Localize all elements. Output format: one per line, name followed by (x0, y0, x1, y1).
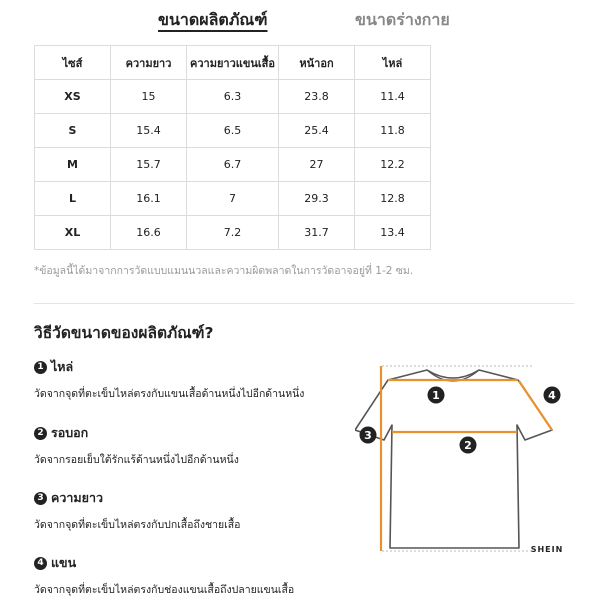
measurement-cell: 6.3 (187, 80, 279, 114)
tab-body-size[interactable]: ขนาดร่างกาย (355, 10, 450, 29)
measurement-cell: 6.7 (187, 148, 279, 182)
tshirt-icon (355, 370, 552, 548)
step-description: วัดจากจุดที่ตะเข็บไหล่ตรงกับแขนเสื้อด้านหนึ่งไปอีกด้านหนึ่ง (34, 388, 305, 400)
marker-3 (360, 427, 377, 444)
table-row (35, 80, 431, 114)
table-header-row (35, 46, 431, 80)
marker-2 (460, 437, 477, 454)
measurement-cell: 7 (187, 182, 279, 216)
table-row (35, 148, 431, 182)
column-header: ไหล่ (355, 46, 431, 80)
table-row (35, 182, 431, 216)
tab-bar (0, 8, 605, 38)
measurement-cell: 11.8 (355, 114, 431, 148)
step-label: รอบอก (51, 425, 89, 440)
marker-4 (544, 387, 561, 404)
table-row (35, 216, 431, 250)
measurement-cell: 12.2 (355, 148, 431, 182)
how-to-measure-title: วิธีวัดขนาดของผลิตภัณฑ์? (34, 324, 214, 342)
step-description: วัดจากจุดที่ตะเข็บไหล่ตรงกับปกเสื้อถึงชายเสื้อ (34, 519, 241, 531)
brand-logo: SHEIN (530, 545, 564, 554)
measurement-cell: 31.7 (279, 216, 355, 250)
divider (34, 303, 574, 304)
measurement-cell: 16.6 (111, 216, 187, 250)
marker-1 (428, 387, 445, 404)
column-header: ความยาวแขนเสื้อ (187, 46, 279, 80)
step-sleeve (34, 555, 294, 598)
number-2-icon: 2 (34, 427, 47, 440)
measurement-cell: 11.4 (355, 80, 431, 114)
measurement-note: *ข้อมูลนี้ได้มาจากการวัดแบบแมนนวลและความผิดพลาดในการวัดอาจอยู่ที่ 1-2 ซม. (34, 265, 414, 277)
number-1-icon: 1 (34, 361, 47, 374)
measurement-cell: 16.1 (111, 182, 187, 216)
measurement-cell: 15 (111, 80, 187, 114)
step-label: แขน (51, 555, 77, 570)
measurement-cell: 13.4 (355, 216, 431, 250)
svg-text:2: 2 (464, 439, 472, 452)
measurement-cell: 23.8 (279, 80, 355, 114)
svg-text:1: 1 (432, 389, 440, 402)
tshirt-measurement-diagram (355, 355, 590, 570)
step-length (34, 490, 240, 533)
column-header: หน้าอก (279, 46, 355, 80)
size-cell: S (35, 114, 111, 148)
measurement-cell: 12.8 (355, 182, 431, 216)
column-header: ความยาว (111, 46, 187, 80)
step-shoulder (34, 359, 304, 402)
step-label: ความยาว (51, 490, 104, 505)
step-description: วัดจากจุดที่ตะเข็บไหล่ตรงกับช่องแขนเสื้อถึงปลายแขนเสื้อ (34, 584, 295, 596)
size-table (34, 45, 431, 250)
svg-text:4: 4 (548, 389, 556, 402)
measurement-cell: 7.2 (187, 216, 279, 250)
svg-text:3: 3 (364, 429, 372, 442)
size-cell: XS (35, 80, 111, 114)
size-cell: XL (35, 216, 111, 250)
measurement-cell: 15.7 (111, 148, 187, 182)
tab-product-size[interactable]: ขนาดผลิตภัณฑ์ (158, 10, 268, 29)
size-cell: M (35, 148, 111, 182)
measurement-cell: 6.5 (187, 114, 279, 148)
measurement-cell: 15.4 (111, 114, 187, 148)
number-4-icon: 4 (34, 557, 47, 570)
step-description: วัดจากรอยเย็บใต้รักแร้ด้านหนึ่งไปอีกด้านหนึ่ง (34, 454, 239, 466)
measurement-cell: 27 (279, 148, 355, 182)
step-chest (34, 425, 239, 468)
measurement-cell: 25.4 (279, 114, 355, 148)
measurement-cell: 29.3 (279, 182, 355, 216)
table-row (35, 114, 431, 148)
column-header: ไซส์ (35, 46, 111, 80)
size-cell: L (35, 182, 111, 216)
number-3-icon: 3 (34, 492, 47, 505)
step-label: ไหล่ (51, 359, 74, 374)
